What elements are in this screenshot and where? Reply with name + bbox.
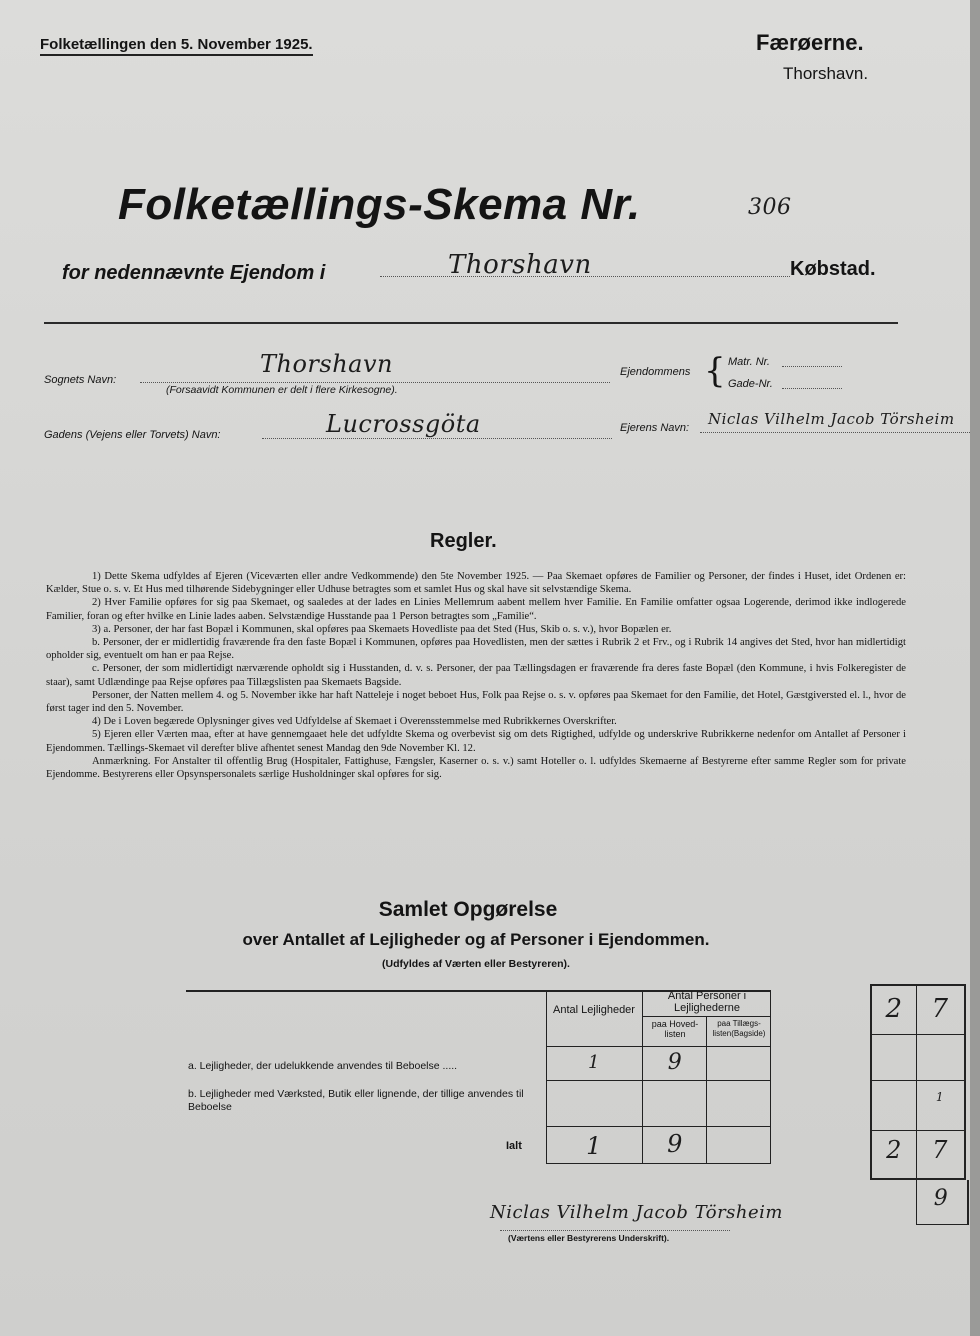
summary-subtitle: over Antallet af Lejligheder og af Personer i Ejendommen. — [242, 930, 710, 949]
rule-paragraph: 3) a. Personer, der har fast Bopæl i Kommunen, skal opføres paa Skemaets Hovedliste paa det Sted (Hus, Skib o. s. v.), hvor Bopælen er. — [92, 623, 672, 635]
form-title: Folketællings-Skema Nr. — [118, 180, 641, 229]
row-b-label: b. Lejligheder med Værksted, Butik eller lignende, der tillige anvendes til Beboelse — [188, 1088, 524, 1113]
street-value: Lucrossgöta — [326, 410, 481, 438]
side-tally-box — [870, 984, 966, 1180]
table-header-bottom — [546, 1046, 770, 1047]
city-type-label: Købstad. — [790, 258, 876, 280]
for-property-label: for nedennævnte Ejendom i — [62, 262, 326, 284]
table-col-divider-1 — [546, 990, 547, 1164]
title-divider — [44, 322, 898, 324]
col-apartments-header: Antal Lejligheder — [553, 1004, 635, 1016]
tally-outline-left — [870, 984, 872, 1180]
parish-label: Sognets Navn: — [44, 374, 117, 386]
rule-paragraph: 5) Ejeren eller Værten maa, efter at have gennemgaaet hele det udfyldte Skema og overbevist sig om dets Rigtighed, udfylde og underskrive Rubrikkerne nedenfor om Antallet af Personer i Ejendommen. Tællings-Skemaet vil derefter blive afhentet senest Mandag den 9de November Kl. 12. — [46, 729, 906, 754]
owner-label: Ejerens Navn: — [620, 422, 690, 434]
tally-r2-c2: 1 — [935, 1090, 945, 1104]
tally-r1-c2: 7 — [931, 994, 949, 1024]
owner-value: Niclas Vilhelm Jacob Törsheim — [708, 410, 955, 428]
row-a-label: a. Lejligheder, der udelukkende anvendes til Beboelse ..... — [188, 1060, 458, 1072]
table-row-divider-2 — [546, 1126, 770, 1127]
tally-outline-top — [870, 984, 966, 986]
table-subheader-rule — [642, 1016, 770, 1017]
tally-mid-divider — [916, 984, 917, 1180]
rule-paragraph: Personer, der Natten mellem 4. og 5. November ikke har haft Natteleje i noget beboet Hus, Folk paa Rejse o. s. v. opføres paa Skemaet for den Familie, det Hotel, Gæstgiversted el. l., hvor de først tager ind den 5. November. — [46, 689, 906, 715]
total-main: 9 — [667, 1130, 683, 1158]
page-edge — [970, 0, 980, 1336]
town-label: Thorshavn. — [783, 64, 869, 83]
table-col-divider-3 — [706, 1016, 707, 1164]
total-apartments: 1 — [586, 1132, 602, 1160]
tally-r3-c1: 2 — [886, 1136, 902, 1164]
rule-paragraph: c. Personer, der som midlertidigt nærværende opholdt sig i Husstanden, d. v. s. Personer, der paa Tællingsdagen er fraværende fra deres faste Bopæl (den Kommune, i hvis Folkeregister de staar), samt Udlændinge paa Rejse opføres paa Tillægslisten paa Skemaets Bagside. — [46, 663, 906, 688]
side-tally-extra-box — [916, 1180, 969, 1225]
table-row-divider-1 — [546, 1080, 770, 1081]
rules-heading: Regler. — [430, 530, 497, 552]
col-persons-header: Antal Personer i Lejlighederne — [667, 990, 747, 1014]
gade-line — [782, 388, 842, 389]
parish-value: Thorshavn — [260, 350, 393, 378]
tally-row-rule-2 — [870, 1080, 966, 1081]
owner-line — [700, 432, 970, 433]
for-property-value: Thorshavn — [448, 250, 592, 280]
total-label: Ialt — [506, 1140, 522, 1152]
property-label: Ejendommens — [620, 366, 691, 378]
matr-label: Matr. Nr. — [728, 356, 770, 368]
signature-line — [500, 1230, 730, 1231]
tally-row-rule-3 — [870, 1130, 966, 1131]
table-bottom-rule — [546, 1163, 770, 1164]
gade-label: Gade-Nr. — [728, 378, 773, 390]
rules-text — [46, 570, 906, 781]
rule-paragraph: 1) Dette Skema udfyldes af Ejeren (Viceværten eller andre Vedkommende) den 5te November 1925. — Paa Skemaet opføres de Familier og Personer, der findes i Huset, idet Ordenen er: Kælder, Stue o. s. v. Et Hus med tilhørende Sidebygninger eller Udhuse betragtes som et samlet Hus og skal have sit selvstændige Skema. — [46, 571, 906, 596]
tally-r4: 9 — [933, 1186, 949, 1211]
tally-r1-c1: 2 — [885, 994, 903, 1024]
rule-paragraph: 4) De i Loven begærede Oplysninger gives ved Udfyldelse af Skemaet i Overensstemmelse med Rubrikkernes Overskrifter. — [92, 716, 617, 728]
rule-paragraph: Anmærkning. For Anstalter til offentlig Brug (Hospitaler, Fattighuse, Fængsler, Kaserner o. s. v.) samt Hoteller o. l. udfyldes Skemaerne af Bestyrerne efter samme Regler som for private Ejendomme. Bestyrerens eller Opsynspersonalets særlige Husholdninger skal opføres for sig. — [46, 755, 906, 781]
summary-title: Samlet Opgørelse — [378, 898, 558, 921]
tally-outline-right — [964, 984, 966, 1180]
parish-note: (Forsaavidt Kommunen er delt i flere Kirkesogne). — [166, 384, 398, 396]
form-number-handwritten: 306 — [748, 195, 792, 220]
rule-paragraph: 2) Hver Familie opføres for sig paa Skemaet, og saaledes at der lades en Linies Mellemrum aabent mellem hver Familie. En Familie omfatter ogsaa Logerende, derimod ikke indlogerede Familier, foran og efter hvilke en Linie lades aaben. Selvstændige Husstande paa 1 Person betragtes som „Familie“. — [46, 597, 906, 622]
tally-row-rule-1 — [870, 1034, 966, 1035]
region-label: Færøerne. — [756, 30, 864, 55]
row-a-apartments: 1 — [588, 1052, 600, 1073]
table-col-divider-4 — [770, 990, 771, 1164]
property-brace: { — [704, 351, 726, 391]
owner-signature: Niclas Vilhelm Jacob Törsheim — [490, 1202, 783, 1223]
street-label: Gadens (Vejens eller Torvets) Navn: — [44, 429, 221, 441]
rule-paragraph: b. Personer, der er midlertidig fraværende fra den faste Bopæl i Kommunen, opføres paa Hovedlisten, men der sættes i Rubrik 2 et Frv., og i Rubrik 14 angives det Sted, hvor han midlertidigt opholder sig, eventuelt om han er paa Rejse. — [46, 637, 906, 662]
tally-r3-c2: 7 — [932, 1136, 948, 1164]
street-line — [262, 438, 612, 439]
col-main-list-header: paa Hoved-listen — [651, 1019, 699, 1039]
summary-instruction: (Udfyldes af Værten eller Bestyreren). — [382, 958, 570, 970]
parish-line — [140, 382, 610, 383]
row-a-main: 9 — [667, 1050, 683, 1075]
signature-caption: (Værtens eller Bestyrerens Underskrift). — [508, 1233, 670, 1243]
col-supplement-header: paa Tillægs-listen(Bagside) — [712, 1019, 766, 1038]
matr-line — [782, 366, 842, 367]
census-date-label: Folketællingen den 5. November 1925. — [40, 36, 313, 56]
